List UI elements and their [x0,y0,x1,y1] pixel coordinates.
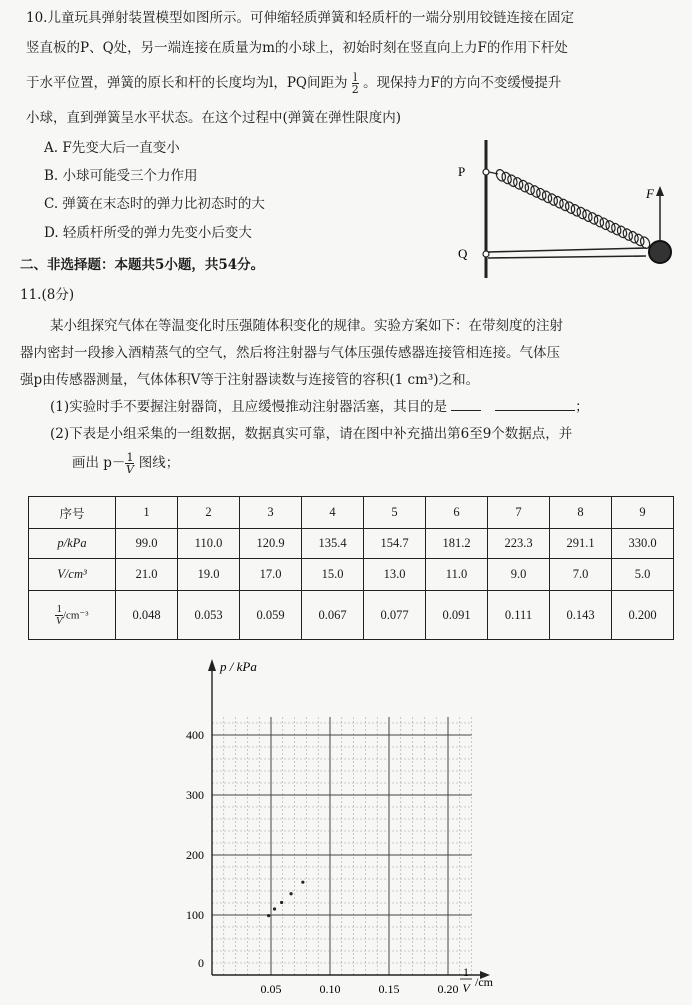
q11-sub1: (1)实验时手不要握注射器筒，且应缓慢推动注射器活塞，其目的是 ； [50,399,589,415]
x-tick-label: 0.10 [319,982,341,996]
q11-sub2: (2)下表是小组采集的一组数据，数据真实可靠，请在图中补充描出第6至9个数据点，并 [50,426,573,442]
spring-rod-figure [450,130,690,280]
q10-line3-post: 。现保持力F的方向不变缓慢提升 [363,75,562,91]
label-q: Q [458,246,468,261]
label-f: F [646,186,654,201]
x-axis-label [460,965,494,995]
q10-line3 [26,72,561,95]
table-cell: 19.0 [178,559,240,591]
q10-option-a: A. F先变大后一直变小 [44,140,180,156]
table-cell: 4 [302,497,364,529]
x-tick-label: 0.20 [437,982,459,996]
header-pressure: p/kPa [29,529,116,559]
table-cell: 2 [178,497,240,529]
data-table [28,496,674,640]
table-cell: 0.091 [426,591,488,640]
q11-title: 11.(8分) [20,287,75,303]
table-cell: 9.0 [488,559,550,591]
chart-points [267,881,304,918]
svg-text:1: 1 [463,965,469,979]
q11-para2: 器内密封一段掺入酒精蒸气的空气，然后将注射器与气体压强传感器连接管相连接。气体压 [20,345,560,361]
q10-line2: 竖直板的P、Q处，另一端连接在质量为m的小球上，初始时刻在竖直向上力F的作用下杆处 [26,40,568,56]
table-cell: 1 [116,497,178,529]
table-cell: 0.053 [178,591,240,640]
q10-fraction: $\frac{l}{2}$ [351,71,359,96]
table-row-index [29,497,674,529]
data-point [273,907,276,910]
q10-option-c: C. 弹簧在末态时的弹力比初态时的大 [44,196,265,212]
table-cell: 99.0 [116,529,178,559]
table-cell: 110.0 [178,529,240,559]
table-cell: 6 [426,497,488,529]
y-tick-label: 100 [186,908,204,922]
table-cell: 291.1 [550,529,612,559]
ball [649,241,671,263]
table-cell: 7.0 [550,559,612,591]
table-cell: 120.9 [240,529,302,559]
q11-sub3: 画出 p－ $\frac{1}{V}$ 图线； [72,451,180,476]
svg-text:V: V [462,981,470,995]
data-point [289,892,292,895]
hinge-p [483,169,489,175]
header-index: 序号 [29,497,116,529]
table-cell: 0.059 [240,591,302,640]
data-point [301,881,304,884]
x-tick-label: 0.15 [378,982,400,996]
y-tick-label: 200 [186,848,204,862]
table-cell: 135.4 [302,529,364,559]
p-inv-v-chart [170,655,530,1000]
chart-grid [212,717,472,975]
table-cell: 330.0 [612,529,674,559]
table-cell: 0.048 [116,591,178,640]
svg-text:/cm: /cm [475,975,493,989]
table-cell: 17.0 [240,559,302,591]
table-cell: 181.2 [426,529,488,559]
table-cell: 21.0 [116,559,178,591]
table-cell: 15.0 [302,559,364,591]
spring [489,168,651,250]
q10-option-d: D. 轻质杆所受的弹力先变小后变大 [44,225,252,241]
q10-line4: 小球，直到弹簧呈水平状态。在这个过程中(弹簧在弹性限度内) [26,110,402,126]
table-row-inverse-volume [29,591,674,640]
q10-line1: 10.儿童玩具弹射装置模型如图所示。可伸缩轻质弹簧和轻质杆的一端分别用铰链连接在固定 [26,10,574,26]
table-row-pressure [29,529,674,559]
q11-para1: 某小组探究气体在等温变化时压强随体积变化的规律。实验方案如下：在带刻度的注射 [50,318,563,334]
table-cell: 3 [240,497,302,529]
origin-label: 0 [198,956,204,970]
rod [488,248,646,258]
data-point [280,901,283,904]
table-cell: 223.3 [488,529,550,559]
section-heading: 二、非选择题：本题共5小题，共54分。 [20,257,265,273]
label-p: P [458,164,466,179]
y-axis-arrow [208,659,216,671]
table-cell: 11.0 [426,559,488,591]
table-cell: 13.0 [364,559,426,591]
y-tick-label: 300 [186,788,204,802]
table-row-volume [29,559,674,591]
x-tick-label: 0.05 [260,982,282,996]
table-cell: 5.0 [612,559,674,591]
q11-fraction: $\frac{1}{V}$ [125,451,134,476]
y-tick-label: 400 [186,728,204,742]
table-cell: 7 [488,497,550,529]
table-cell: 0.200 [612,591,674,640]
table-cell: 0.067 [302,591,364,640]
tick-labels [186,728,459,996]
q11-para3: 强p由传感器测量，气体体积V等于注射器读数与连接管的容积(1 cm³)之和。 [20,372,480,388]
table-cell: 0.111 [488,591,550,640]
table-cell: 8 [550,497,612,529]
table-cell: 5 [364,497,426,529]
data-point [267,914,270,917]
q10-option-b: B. 小球可能受三个力作用 [44,168,198,184]
header-inverse-volume: $\frac{1}{V}$ /cm⁻³ [29,591,116,640]
q10-line3-pre: 于水平位置，弹簧的原长和杆的长度均为l，PQ间距为 [26,75,348,91]
table-cell: 9 [612,497,674,529]
table-cell: 0.077 [364,591,426,640]
table-cell: 154.7 [364,529,426,559]
header-volume: V/cm³ [29,559,116,591]
table-cell: 0.143 [550,591,612,640]
y-axis-label: p / kPa [220,659,257,674]
